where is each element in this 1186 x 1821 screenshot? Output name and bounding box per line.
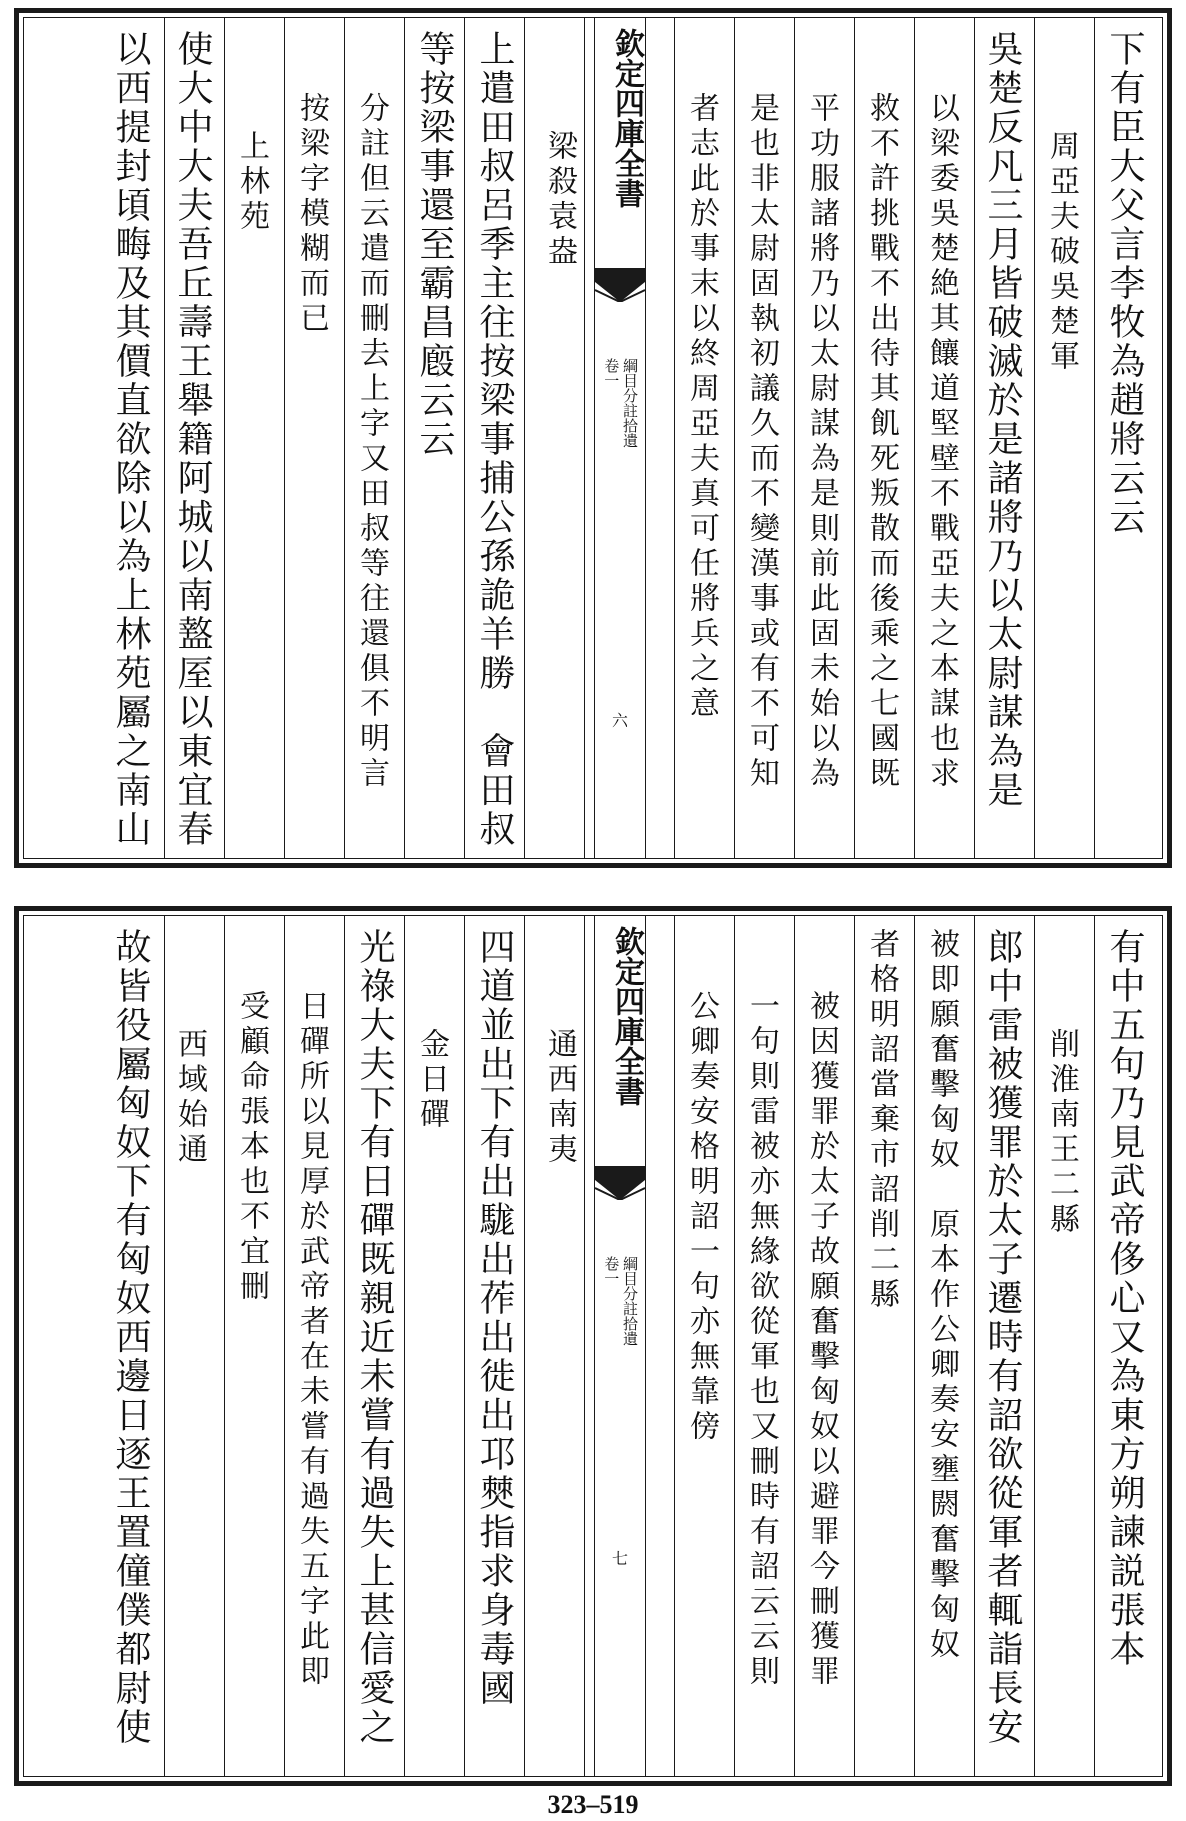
column-rule bbox=[224, 18, 225, 858]
column-rule bbox=[674, 916, 675, 1776]
heading-column: 上林苑 bbox=[234, 130, 269, 235]
column-rule bbox=[914, 916, 915, 1776]
text-column: 吳楚反凡三月皆破滅於是諸將乃以太尉謀為是 bbox=[982, 30, 1023, 810]
text-column: 者志此於事末以終周亞夫真可任將兵之意 bbox=[684, 92, 719, 722]
column-rule bbox=[854, 916, 855, 1776]
text-column: 使大中大夫吾丘壽王舉籍阿城以南盩厔以東宜春 bbox=[172, 30, 213, 849]
text-column: 平功服諸將乃以太尉謀為是則前此固未始以為 bbox=[804, 92, 839, 792]
fishtail-ornament-icon bbox=[595, 1166, 645, 1200]
book-title: 欽定四庫全書 bbox=[609, 28, 644, 208]
column-rule bbox=[734, 18, 735, 858]
text-column: 有中五句乃見武帝侈心又為東方朔諫説張本 bbox=[1104, 928, 1145, 1669]
text-column: 被因獲罪於太子故願奮擊匈奴以避罪今刪獲罪 bbox=[804, 990, 839, 1690]
column-rule bbox=[1094, 916, 1095, 1776]
text-column: 下有臣大父言李牧為趙將云云 bbox=[1104, 30, 1145, 537]
text-column: 等按梁事還至霸昌廏云云 bbox=[414, 30, 455, 459]
center-fold bbox=[594, 916, 646, 1776]
column-rule bbox=[794, 18, 795, 858]
column-rule bbox=[584, 18, 585, 858]
text-column: 被即願奮擊匈奴 原本作公卿奏安壅閼奮擊匈奴 bbox=[924, 928, 959, 1663]
column-rule bbox=[524, 18, 525, 858]
text-column: 光祿大夫下有日磾既親近未嘗有過失上甚信愛之 bbox=[354, 928, 395, 1747]
column-rule bbox=[974, 18, 975, 858]
column-rule bbox=[464, 18, 465, 858]
column-rule bbox=[974, 916, 975, 1776]
text-column: 分註但云遣而刪去上字又田叔等往還俱不明言 bbox=[354, 92, 389, 792]
column-rule bbox=[524, 916, 525, 1776]
column-rule bbox=[854, 18, 855, 858]
column-rule bbox=[794, 916, 795, 1776]
column-rule bbox=[404, 916, 405, 1776]
column-rule bbox=[164, 916, 165, 1776]
column-rule bbox=[284, 916, 285, 1776]
column-rule bbox=[464, 916, 465, 1776]
text-column: 郎中雷被獲罪於太子遷時有詔欲從軍者輒詣長安 bbox=[982, 928, 1023, 1747]
heading-column: 梁殺袁盎 bbox=[542, 130, 577, 270]
bottom-page bbox=[14, 906, 1172, 1786]
text-column: 一句則雷被亦無緣欲從軍也又刪時有詔云云則 bbox=[744, 990, 779, 1690]
heading-column: 通西南夷 bbox=[542, 1028, 577, 1168]
column-rule bbox=[164, 18, 165, 858]
text-column: 救不許挑戰不出待其飢死叛散而後乘之七國既 bbox=[864, 92, 899, 792]
column-rule bbox=[284, 18, 285, 858]
book-section-title: 綱目分註拾遺 bbox=[621, 358, 639, 448]
fishtail-ornament-icon bbox=[595, 268, 645, 302]
text-column: 上遣田叔呂季主往按梁事捕公孫詭羊勝 會田叔 bbox=[474, 30, 515, 849]
book-title: 欽定四庫全書 bbox=[609, 926, 644, 1106]
column-rule bbox=[1094, 18, 1095, 858]
text-column: 受顧命張本也不宜刪 bbox=[234, 990, 269, 1305]
column-rule bbox=[734, 916, 735, 1776]
column-rule bbox=[914, 18, 915, 858]
text-column: 以梁委吳楚絶其饟道堅壁不戰亞夫之本謀也求 bbox=[924, 92, 959, 792]
text-column: 日磾所以見厚於武帝者在未嘗有過失五字此即 bbox=[294, 990, 329, 1690]
text-column: 按梁字模糊而已 bbox=[294, 92, 329, 337]
heading-column: 西域始通 bbox=[172, 1028, 207, 1168]
column-rule bbox=[344, 18, 345, 858]
folio-number: 六 bbox=[611, 711, 628, 730]
text-column: 故皆役屬匈奴下有匈奴西邊日逐王置僮僕都尉使 bbox=[110, 928, 151, 1747]
text-column: 以西提封頃畮及其價直欲除以為上林苑屬之南山 bbox=[110, 30, 151, 849]
page-number: 323–519 bbox=[547, 1790, 639, 1819]
top-page bbox=[14, 8, 1172, 868]
center-subtitle bbox=[601, 358, 639, 448]
volume-label: 卷一 bbox=[602, 1256, 621, 1286]
column-rule bbox=[404, 18, 405, 858]
center-fold bbox=[594, 18, 646, 858]
heading-column: 金日磾 bbox=[414, 1028, 449, 1133]
book-section-title: 綱目分註拾遺 bbox=[621, 1256, 639, 1346]
heading-column: 周亞夫破吳楚軍 bbox=[1044, 130, 1079, 375]
heading-column: 削淮南王二縣 bbox=[1044, 1028, 1079, 1238]
center-subtitle bbox=[601, 1256, 639, 1346]
column-rule bbox=[1034, 18, 1035, 858]
column-rule bbox=[224, 916, 225, 1776]
volume-label: 卷一 bbox=[602, 358, 621, 388]
column-rule bbox=[1034, 916, 1035, 1776]
bottom-page-frame bbox=[23, 915, 1163, 1777]
text-column: 公卿奏安格明詔一句亦無靠傍 bbox=[684, 990, 719, 1445]
top-page-frame bbox=[23, 17, 1163, 859]
column-rule bbox=[344, 916, 345, 1776]
text-column: 是也非太尉固執初議久而不變漢事或有不可知 bbox=[744, 92, 779, 792]
text-column: 四道並出下有出駹出莋出徙出邛僰指求身毒國 bbox=[474, 928, 515, 1708]
folio-number: 七 bbox=[611, 1549, 628, 1568]
text-column: 者格明詔當棄市詔削二縣 bbox=[864, 928, 899, 1313]
column-rule bbox=[584, 916, 585, 1776]
column-rule bbox=[674, 18, 675, 858]
